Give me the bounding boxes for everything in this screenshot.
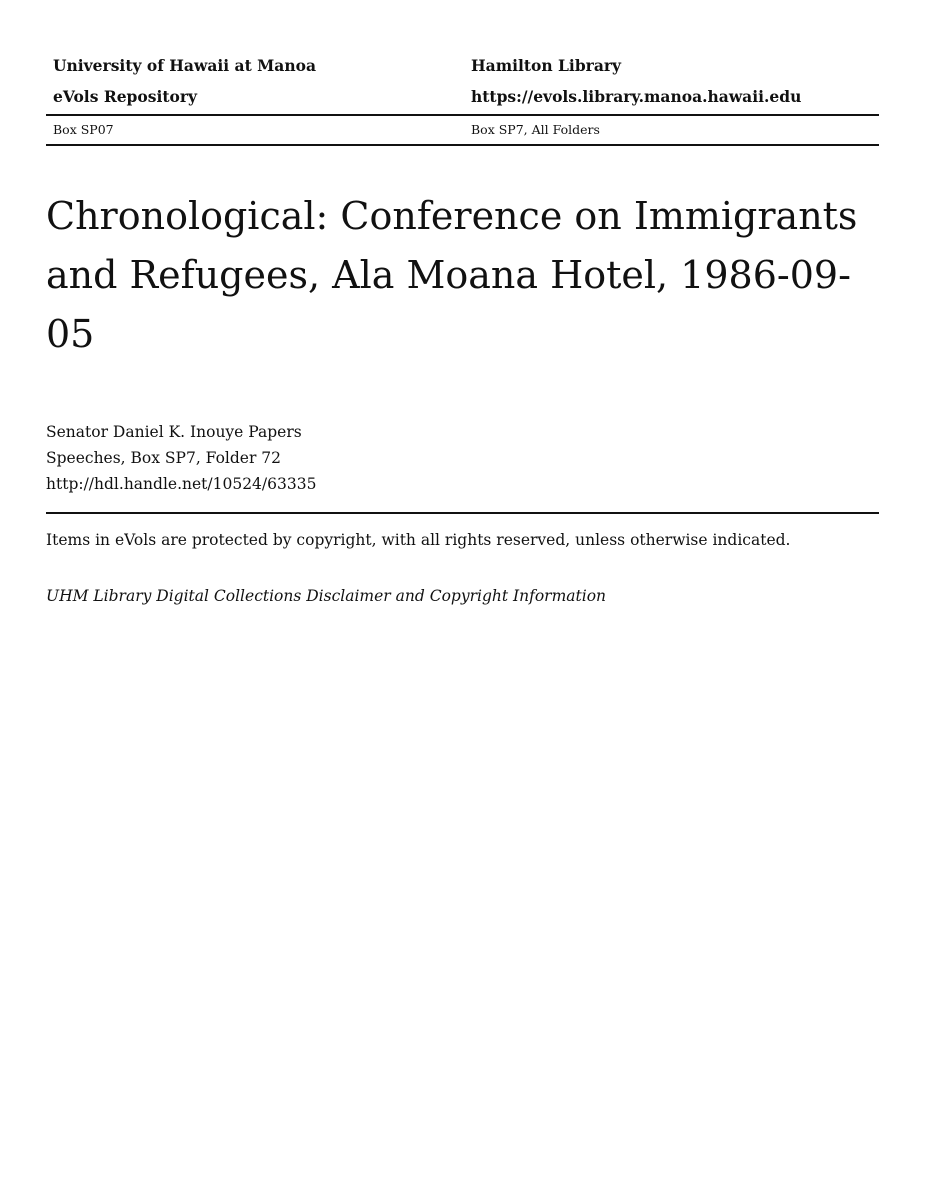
library-name: Hamilton Library <box>471 56 622 75</box>
collection-name: Senator Daniel K. Inouye Papers <box>46 423 302 441</box>
folder-location: Speeches, Box SP7, Folder 72 <box>46 449 282 467</box>
document-header <box>46 52 879 146</box>
handle-link[interactable]: http://hdl.handle.net/10524/63335 <box>46 475 317 493</box>
copyright-notice: Items in eVols are protected by copyright, with all rights reserved, unless otherwise indicated. <box>46 531 791 549</box>
box-label-right: Box SP7, All Folders <box>471 122 600 137</box>
header-row-2 <box>46 83 879 114</box>
box-label-left: Box SP07 <box>53 122 114 137</box>
disclaimer-link[interactable]: UHM Library Digital Collections Disclaimer and Copyright Information <box>46 587 607 605</box>
header-divider-bottom <box>46 144 879 146</box>
institution-name: University of Hawaii at Manoa <box>53 56 316 75</box>
repository-url[interactable]: https://evols.library.manoa.hawaii.edu <box>471 87 802 106</box>
metadata-divider <box>46 512 879 514</box>
repository-name: eVols Repository <box>53 87 198 106</box>
header-box-row <box>46 116 879 144</box>
document-metadata <box>46 419 316 497</box>
document-title: Chronological: Conference on Immigrants and Refugees, Ala Moana Hotel, 1986-09-05 <box>46 194 858 356</box>
header-row-1 <box>46 52 879 83</box>
